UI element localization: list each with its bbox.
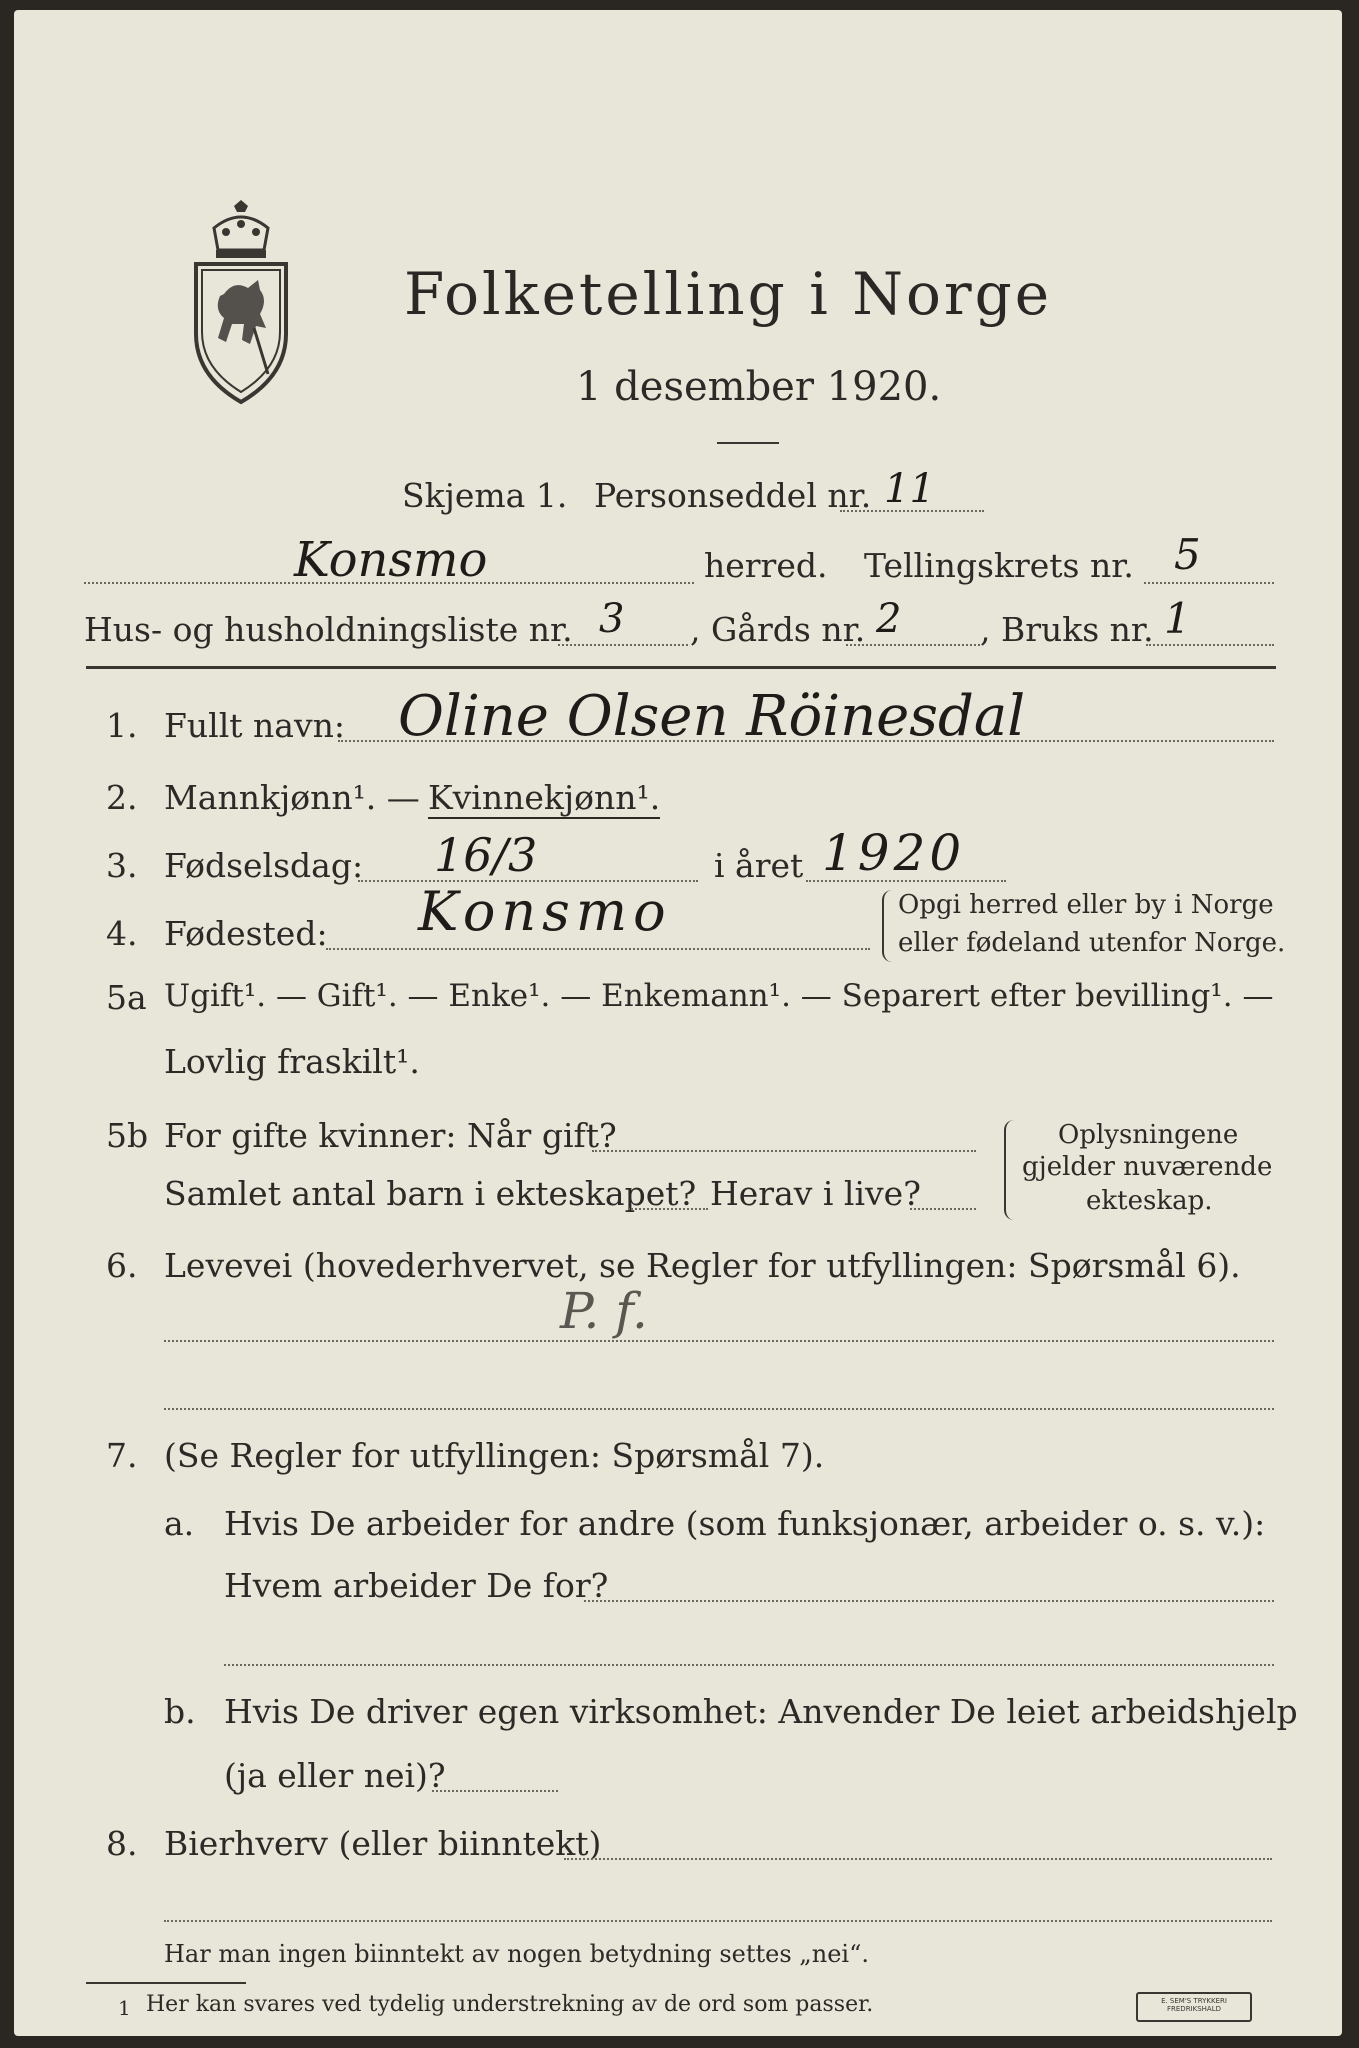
- q4-note-line2: eller fødeland utenfor Norge.: [898, 928, 1286, 958]
- q3-year-value: 1920: [822, 824, 966, 882]
- form-title: Folketelling i Norge: [404, 260, 1053, 328]
- q4-label: Fødested:: [164, 914, 328, 953]
- q6-number: 6.: [106, 1246, 138, 1285]
- q6-label: Levevei (hovederhvervet, se Regler for utfyllingen: Spørsmål 6).: [164, 1246, 1241, 1285]
- hus-value: 3: [599, 596, 625, 642]
- q2-female: Kvinnekjønn¹.: [428, 778, 661, 817]
- q5b-note-line1: Oplysningene: [1058, 1120, 1239, 1150]
- q3-label: Fødselsdag:: [164, 846, 364, 885]
- q7a-employer-line: [584, 1600, 1274, 1602]
- skjema-label: Skjema 1.: [402, 476, 568, 515]
- q5b-line1: For gifte kvinner: Når gift?: [164, 1116, 617, 1155]
- q7b-line1: Hvis De driver egen virksomhet: Anvender De leiet arbeidshjelp: [224, 1692, 1298, 1731]
- personseddel-value: 11: [884, 466, 935, 512]
- bruks-line: [1146, 644, 1274, 646]
- norway-coat-of-arms-icon: [186, 198, 296, 408]
- q4-number: 4.: [106, 914, 138, 953]
- q3-number: 3.: [106, 846, 138, 885]
- q7a-extra-line: [224, 1664, 1274, 1666]
- tellingskrets-value: 5: [1174, 530, 1201, 579]
- q8-line2: [164, 1920, 1272, 1922]
- q4-line: [326, 948, 870, 950]
- footer-rule: [86, 1982, 246, 1984]
- q8-line1: [564, 1858, 1272, 1860]
- hus-label: Hus- og husholdningsliste nr.: [84, 610, 573, 649]
- q5b-note-line2: gjelder nuværende: [1022, 1152, 1273, 1182]
- q5a-line2: Lovlig fraskilt¹.: [164, 1042, 420, 1081]
- q5b-note-line3: ekteskap.: [1086, 1186, 1213, 1216]
- q5b-note-brace: [1004, 1120, 1016, 1220]
- q7b-line2: (ja eller nei)?: [224, 1756, 446, 1795]
- hus-line: [558, 644, 688, 646]
- q5b-alive-line: [910, 1208, 976, 1210]
- q7-number: 7.: [106, 1436, 138, 1475]
- q5b-married-line: [592, 1150, 976, 1152]
- bruks-label: , Bruks nr.: [980, 610, 1154, 649]
- q6-value: P. f.: [560, 1282, 648, 1340]
- q6-line1: [164, 1340, 1274, 1342]
- q5b-children-line: [628, 1208, 708, 1210]
- q3-value: 16/3: [434, 828, 538, 882]
- q2-number: 2.: [106, 778, 138, 817]
- herred-label: herred.: [704, 546, 828, 585]
- q7a-line1: Hvis De arbeider for andre (som funksjonær, arbeider o. s. v.):: [224, 1504, 1266, 1543]
- q1-number: 1.: [106, 706, 138, 745]
- form-date: 1 desember 1920.: [576, 364, 942, 410]
- q5a-number: 5a: [106, 978, 147, 1017]
- q1-label: Fullt navn:: [164, 706, 345, 745]
- q8-label: Bierhverv (eller biinntekt): [164, 1824, 602, 1863]
- q1-value: Oline Olsen Röinesdal: [398, 684, 1026, 749]
- title-divider: [717, 442, 779, 444]
- herred-value: Konsmo: [294, 532, 488, 588]
- header-rule: [86, 666, 1276, 669]
- q4-note-line1: Opgi herred eller by i Norge: [898, 890, 1274, 920]
- q7b-letter: b.: [164, 1692, 196, 1731]
- q7a-letter: a.: [164, 1504, 195, 1543]
- footnote-mark: 1: [118, 1996, 131, 2020]
- footer-note: Har man ingen biinntekt av nogen betydning settes „nei“.: [164, 1940, 869, 1968]
- q5b-line2a: Samlet antal barn i ekteskapet?: [164, 1174, 697, 1213]
- q7-label: (Se Regler for utfyllingen: Spørsmål 7).: [164, 1436, 825, 1475]
- q4-note-brace: [882, 890, 894, 962]
- tellingskrets-line: [1144, 582, 1274, 584]
- q4-value: Konsmo: [418, 880, 672, 943]
- gards-label: , Gårds nr.: [690, 610, 866, 649]
- printer-stamp-text: E. SEM'S TRYKKERI FREDRIKSHALD: [1161, 1997, 1227, 2013]
- q3-year-label: i året: [714, 846, 804, 885]
- personseddel-label: Personseddel nr.: [594, 476, 872, 515]
- q6-line2: [164, 1408, 1274, 1410]
- q2-male: Mannkjønn¹. —: [164, 778, 420, 817]
- q5a-line1: Ugift¹. — Gift¹. — Enke¹. — Enkemann¹. — Separert efter bevilling¹. —: [164, 978, 1274, 1014]
- census-form-page: [14, 10, 1342, 2036]
- printer-stamp: [1136, 1992, 1252, 2022]
- q5b-line2b: Herav i live?: [710, 1174, 921, 1213]
- q8-number: 8.: [106, 1824, 138, 1863]
- q7b-answer-line: [432, 1790, 558, 1792]
- tellingskrets-label: Tellingskrets nr.: [864, 546, 1134, 585]
- q5b-number: 5b: [106, 1116, 149, 1155]
- bruks-value: 1: [1164, 594, 1191, 643]
- gards-line: [846, 644, 980, 646]
- q7a-line2: Hvem arbeider De for?: [224, 1566, 609, 1605]
- footnote-text: Her kan svares ved tydelig understrekning av de ord som passer.: [146, 1992, 874, 2017]
- gards-value: 2: [876, 596, 902, 642]
